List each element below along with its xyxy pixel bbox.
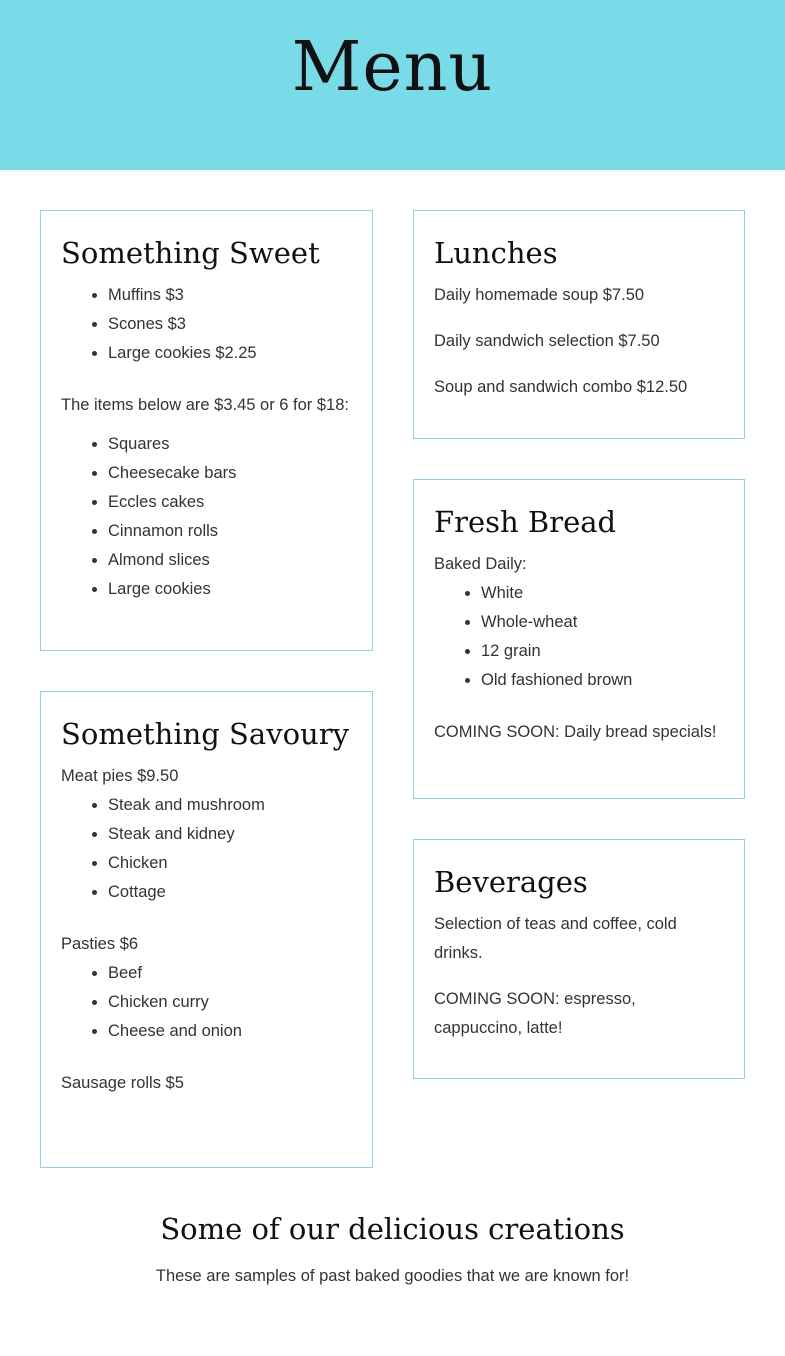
meat-pies-list — [61, 791, 352, 907]
list-item: • Chicken curry — [108, 988, 352, 1017]
pasties-list — [61, 959, 352, 1046]
bread-intro: Baked Daily: — [434, 555, 527, 573]
list-item: • Cinnamon rolls — [108, 517, 352, 546]
list-item: • Cottage — [108, 878, 352, 907]
list-item: • White — [481, 579, 724, 608]
list-item: • Cheesecake bars — [108, 459, 352, 488]
list-item: • Beef — [108, 959, 352, 988]
list-item: • Scones $3 — [108, 310, 352, 339]
lunch-item: Daily homemade soup $7.50 — [434, 286, 645, 304]
list-item: • Almond slices — [108, 546, 352, 575]
list-item: • Eccles cakes — [108, 488, 352, 517]
sausage-rolls-label: Sausage rolls $5 — [61, 1074, 184, 1092]
page-title: Menu — [291, 28, 494, 107]
card-title: Fresh Bread — [434, 505, 617, 539]
sweet-list — [61, 281, 352, 368]
beverages-desc: Selection of teas and coffee, cold drinks. — [434, 915, 677, 962]
card-title: Lunches — [434, 236, 558, 270]
card-title: Something Savoury — [61, 717, 349, 751]
beverages-coming-soon: COMING SOON: espresso, cappuccino, latte! — [434, 990, 636, 1037]
card-something-savoury — [40, 691, 373, 1168]
creations-subtitle: These are samples of past baked goodies that we are known for! — [155, 1267, 630, 1285]
pasties-label: Pasties $6 — [61, 935, 139, 953]
list-item: • Steak and mushroom — [108, 791, 352, 820]
lunch-item: Soup and sandwich combo $12.50 — [434, 378, 688, 396]
bread-list — [434, 579, 724, 695]
sweet-price-note: The items below are $3.45 or 6 for $18: — [61, 396, 349, 414]
list-item: • Squares — [108, 430, 352, 459]
list-item: • Chicken — [108, 849, 352, 878]
list-item: • Whole-wheat — [481, 608, 724, 637]
card-title: Something Sweet — [61, 236, 320, 270]
list-item: • Large cookies — [108, 575, 352, 604]
list-item: • Steak and kidney — [108, 820, 352, 849]
creations-title: Some of our delicious creations — [160, 1212, 625, 1246]
list-item: • Old fashioned brown — [481, 666, 724, 695]
card-something-sweet — [40, 210, 373, 651]
list-item: • Muffins $3 — [108, 281, 352, 310]
list-item: • 12 grain — [481, 637, 724, 666]
lunch-item: Daily sandwich selection $7.50 — [434, 332, 660, 350]
card-fresh-bread — [413, 479, 745, 799]
page-header — [0, 0, 785, 170]
sweet-list-2 — [61, 430, 352, 604]
card-title: Beverages — [434, 865, 588, 899]
card-lunches — [413, 210, 745, 439]
card-beverages — [413, 839, 745, 1079]
creations-section — [0, 1208, 785, 1288]
meat-pies-label: Meat pies $9.50 — [61, 767, 179, 785]
list-item: • Cheese and onion — [108, 1017, 352, 1046]
list-item: • Large cookies $2.25 — [108, 339, 352, 368]
bread-coming-soon: COMING SOON: Daily bread specials! — [434, 723, 717, 741]
